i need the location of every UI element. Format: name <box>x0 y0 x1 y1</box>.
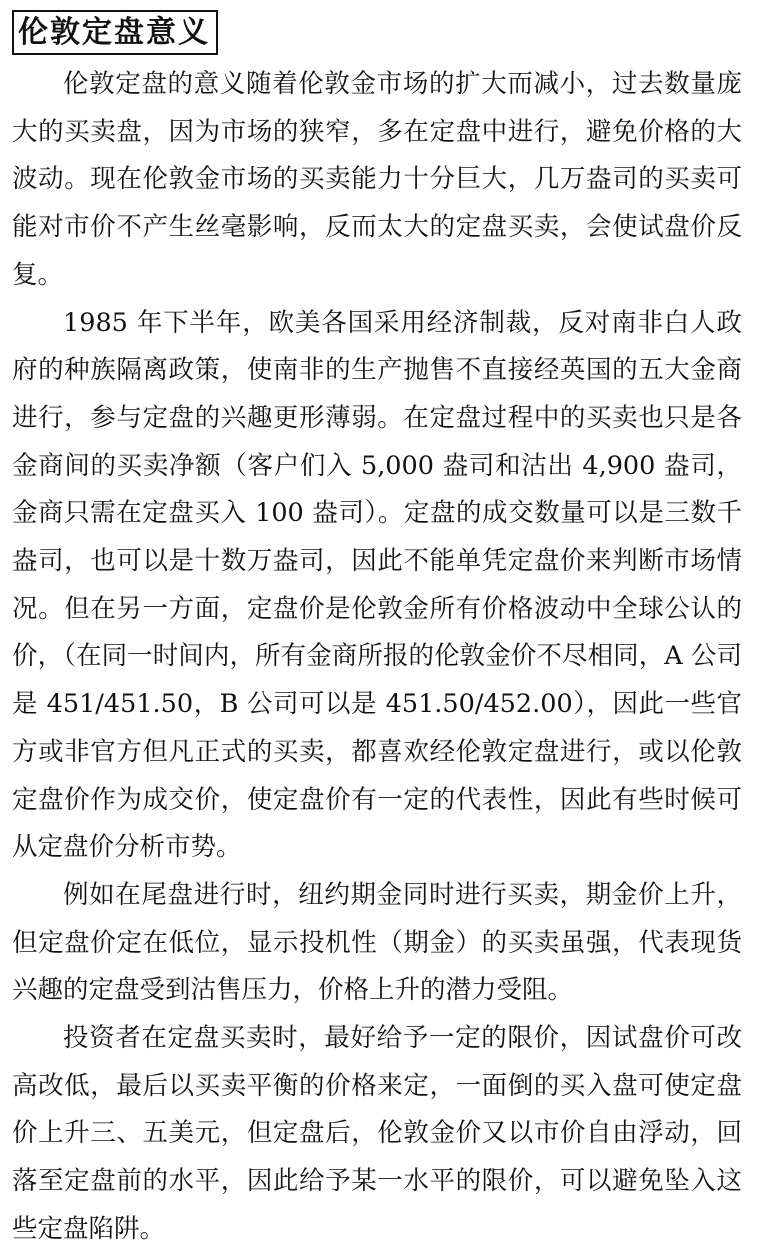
paragraph-3: 例如在尾盘进行时，纽约期金同时进行买卖，期金价上升，但定盘价定在低位，显示投机性（期金）的买卖虽强，代表现货兴趣的定盘受到沽售压力，价格上升的潜力受阻。 <box>12 879 742 1006</box>
paragraph-4: 投资者在定盘买卖时，最好给予一定的限价，因试盘价可改高改低，最后以买卖平衡的价格来定，一面倒的买入盘可使定盘价上升三、五美元，但定盘后，伦敦金价又以市价自由浮动，回落至定盘前的水平，因此给予某一水平的限价，可以避免坠入这些定盘陷阱。 <box>12 1023 742 1244</box>
paragraph-1: 伦敦定盘的意义随着伦敦金市场的扩大而减小，过去数量庞大的买卖盘，因为市场的狭窄，多在定盘中进行，避免价格的大波动。现在伦敦金市场的买卖能力十分巨大，几万盎司的买卖可能对市价不产生丝毫影响，反而太大的定盘买卖，会使试盘价反复。 <box>12 69 742 290</box>
paragraph-2: 1985 年下半年，欧美各国采用经济制裁，反对南非白人政府的种族隔离政策，使南非的生产抛售不直接经英国的五大金商进行，参与定盘的兴趣更形薄弱。在定盘过程中的买卖也只是各金商间的买卖净额（客户们入 5,000 盎司和沽出 4,900 盎司，金商只需在定盘买入 100 盎司）。定盘的成交数量可以是三数千盎司，也可以是十数万盎司，因此不能单凭定盘价来判断市场情况。但在另一方面，定盘价是伦敦金所有价格波动中全球公认的价，（在同一时间内，所有金商所报的伦敦金价不尽相同，A 公司是 451/451.50，B 公司可以是 451.50/452.00），因此一些官方或非官方但凡正式的买卖，都喜欢经伦敦定盘进行，或以伦敦定盘价作为成交价，使定盘价有一定的代表性，因此有些时候可从定盘价分析市势。 <box>12 307 742 863</box>
section-title: 伦敦定盘意义 <box>12 10 218 55</box>
